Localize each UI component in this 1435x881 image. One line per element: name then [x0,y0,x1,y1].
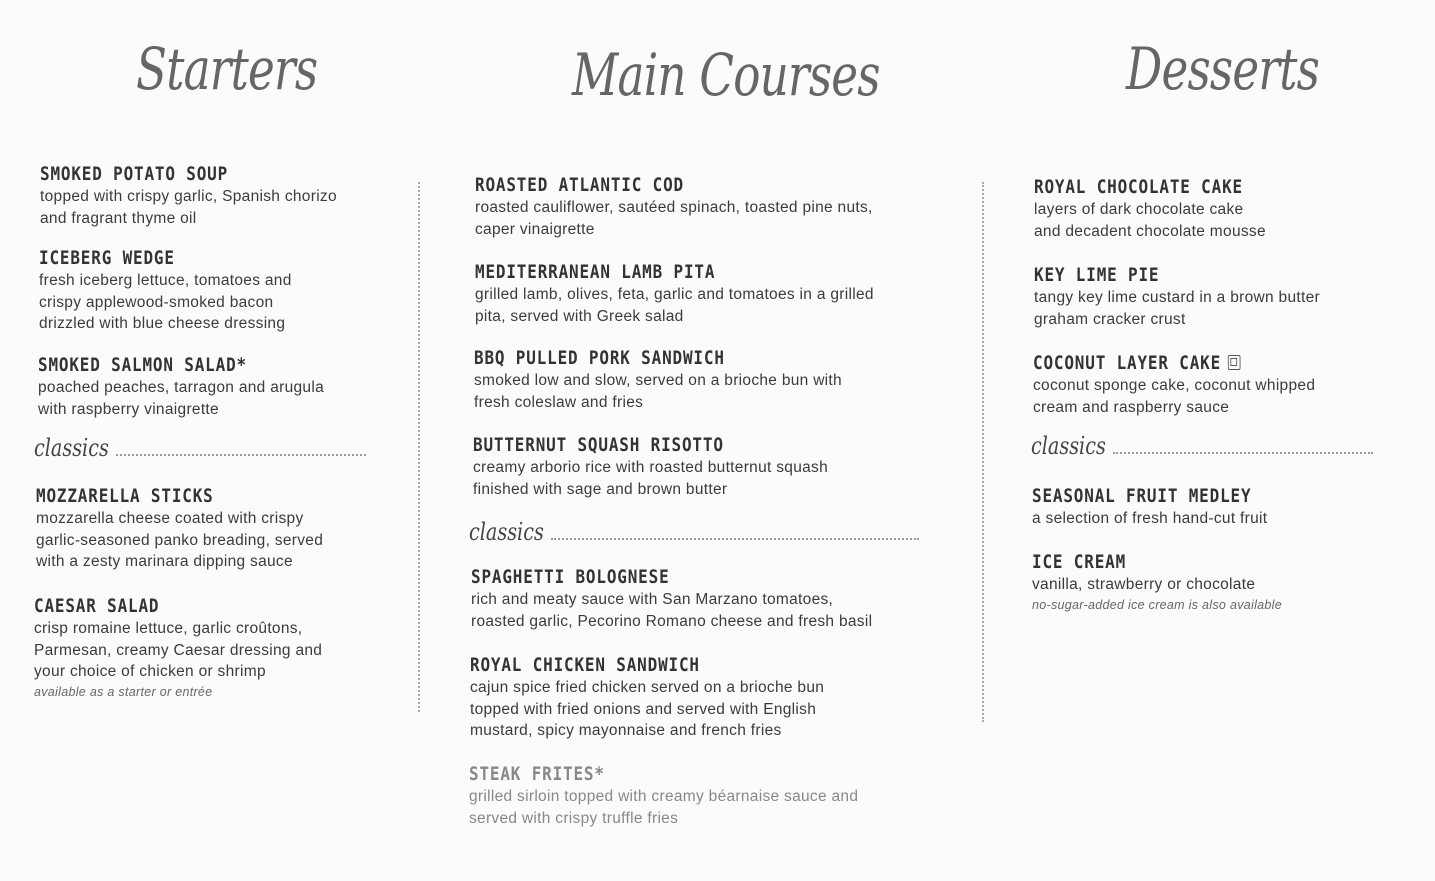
item-desc: topped with crispy garlic, Spanish chorizo and fragrant thyme oil [40,188,337,227]
item-desc: poached peaches, tarragon and arugula with raspberry vinaigrette [38,379,325,418]
menu-item [36,484,496,573]
item-name: SMOKED POTATO SOUP [40,163,229,185]
item-desc: rich and meaty sauce with San Marzano tomatoes, roasted garlic, Pecorino Romano cheese and fresh basil [471,591,873,630]
menu-item [1033,351,1423,418]
starters-heading: Starters [136,35,318,103]
mains-heading: Main Courses [572,41,880,109]
item-desc: tangy key lime custard in a brown butter graham cracker crust [1034,289,1320,328]
menu-item [475,260,945,327]
menu-item [1032,550,1422,614]
item-desc: vanilla, strawberry or chocolate [1032,576,1256,593]
item-name: MEDITERRANEAN LAMB PITA [475,261,716,283]
item-desc: crisp romaine lettuce, garlic croûtons, Parmesan, creamy Caesar dressing and your choice of chicken or shrimp [34,620,323,680]
item-name: BBQ PULLED PORK SANDWICH [474,347,725,369]
item-name: KEY LIME PIE [1034,264,1160,286]
menu-item [470,653,940,742]
item-desc: mozzarella cheese coated with crispy garlic-seasoned panko breading, served with a zesty marinara dipping sauce [36,510,324,570]
menu-item [1034,175,1424,242]
item-name: BUTTERNUT SQUASH RISOTTO [473,434,724,456]
item-name: ROYAL CHICKEN SANDWICH [470,654,700,676]
classics-label: classics [1031,432,1106,460]
menu-item [39,246,499,335]
menu-item [473,433,943,500]
item-name: CAESAR SALAD [34,595,160,617]
item-name: SEASONAL FRUIT MEDLEY [1032,485,1252,507]
menu-item [469,762,939,829]
item-name: ICE CREAM [1032,551,1127,573]
column-divider [418,182,420,712]
item-name: MOZZARELLA STICKS [36,485,214,507]
item-desc: roasted cauliflower, sautéed spinach, toasted pine nuts, caper vinaigrette [475,199,873,238]
item-desc: layers of dark chocolate cake and decadent chocolate mousse [1034,201,1266,240]
classics-divider [34,428,366,460]
item-desc: coconut sponge cake, coconut whipped cream and raspberry sauce [1033,377,1316,416]
desserts-heading: Desserts [1126,35,1320,103]
item-name: ICEBERG WEDGE [39,247,175,269]
item-name: ROYAL CHOCOLATE CAKE [1034,176,1243,198]
item-desc: fresh iceberg lettuce, tomatoes and crispy applewood-smoked bacon drizzled with blue cheese dressing [39,272,292,332]
item-name: ROASTED ATLANTIC COD [475,174,684,196]
item-desc: grilled sirloin topped with creamy béarnaise sauce and served with crispy truffle fries [469,788,859,827]
item-desc: grilled lamb, olives, feta, garlic and tomatoes in a grilled pita, served with Greek salad [475,286,874,325]
item-note: no-sugar-added ice cream is also available [1032,597,1283,612]
box-icon [1228,355,1241,370]
item-desc: creamy arborio rice with roasted butternut squash finished with sage and brown butter [473,459,829,498]
item-desc: cajun spice fried chicken served on a brioche bun topped with fried onions and served with English mustard, spicy mayonnaise and french fries [470,679,825,739]
menu-item [38,353,498,420]
menu-item [1034,263,1424,330]
item-desc: smoked low and slow, served on a brioche bun with fresh coleslaw and fries [474,372,842,411]
item-name: SMOKED SALMON SALAD* [38,354,247,376]
classics-label: classics [34,434,109,462]
dotted-rule [116,454,367,456]
dotted-rule [1113,452,1374,454]
item-note: available as a starter or entrée [34,684,213,699]
column-divider [982,182,984,722]
classics-divider [469,512,919,544]
item-name: STEAK FRITES* [469,763,605,785]
menu-item [40,162,500,229]
menu-item [475,173,945,240]
menu-item [471,565,941,632]
item-desc: a selection of fresh hand-cut fruit [1032,510,1268,527]
menu-item [34,594,494,701]
menu-item [1032,484,1422,530]
classics-label: classics [469,518,544,546]
item-name: SPAGHETTI BOLOGNESE [471,566,670,588]
item-name: COCONUT LAYER CAKE [1033,351,1361,375]
dotted-rule [551,538,920,540]
menu-item [474,346,944,413]
classics-divider [1031,426,1373,458]
